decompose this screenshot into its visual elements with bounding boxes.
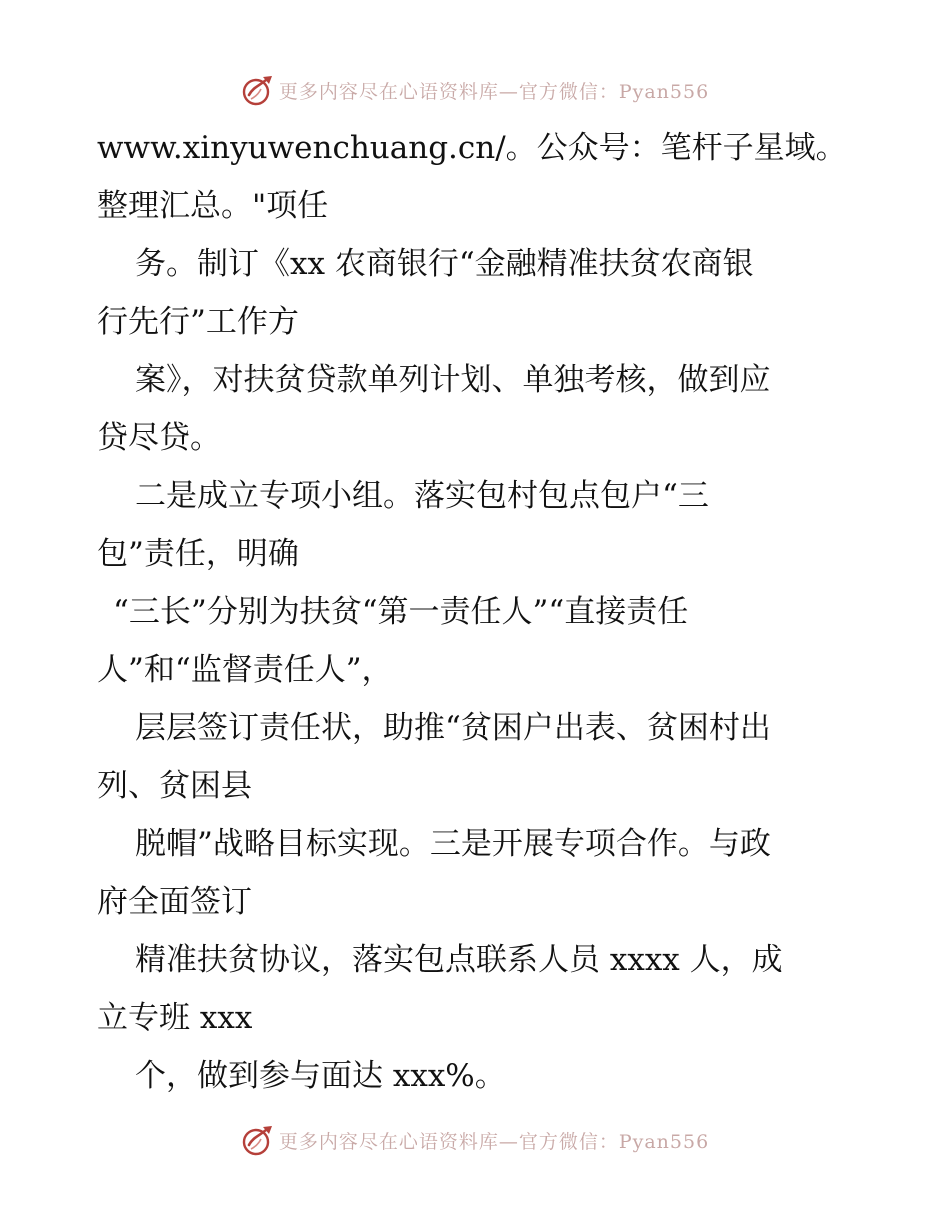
text-line: 府全面签订 bbox=[97, 884, 252, 920]
text-line: 精准扶贫协议，落实包点联系人员 xxxx 人，成 bbox=[135, 942, 783, 978]
text-line: 二是成立专项小组。落实包村包点包户“三 bbox=[135, 478, 709, 514]
text-line: 整理汇总。"项任 bbox=[97, 188, 329, 224]
text-line: www.xinyuwenchuang.cn/。公众号：笔杆子星域。 bbox=[97, 130, 847, 166]
text-line: 包”责任，明确 bbox=[97, 536, 299, 572]
text-line: “三长”分别为扶贫“第一责任人”“直接责任 bbox=[113, 594, 689, 630]
text-line: 层层签订责任状，助推“贫困户出表、贫困村出 bbox=[135, 710, 771, 746]
text-line: 人”和“监督责任人”， bbox=[97, 652, 393, 688]
text-line: 案》，对扶贫贷款单列计划、单独考核，做到应 bbox=[135, 362, 771, 398]
text-line: 个，做到参与面达 xxx%。 bbox=[135, 1058, 506, 1094]
footer-banner-text: 更多内容尽在心语资料库—官方微信：Pyan556 bbox=[278, 1130, 710, 1153]
text-line: 立专班 xxx bbox=[97, 1000, 253, 1036]
quill-swirl-logo-icon bbox=[241, 1123, 275, 1157]
text-line: 列、贫困县 bbox=[97, 768, 252, 804]
document-body bbox=[97, 122, 867, 1108]
text-line: 贷尽贷。 bbox=[97, 420, 221, 456]
text-line: 脱帽”战略目标实现。三是开展专项合作。与政 bbox=[135, 826, 771, 862]
header-watermark-banner bbox=[0, 70, 950, 110]
quill-swirl-logo-icon bbox=[241, 73, 275, 107]
text-line: 务。制订《xx 农商银行“金融精准扶贫农商银 bbox=[135, 246, 754, 282]
text-line: 行先行”工作方 bbox=[97, 304, 299, 340]
header-banner-text: 更多内容尽在心语资料库—官方微信：Pyan556 bbox=[278, 80, 710, 103]
footer-watermark-banner bbox=[0, 1120, 950, 1160]
